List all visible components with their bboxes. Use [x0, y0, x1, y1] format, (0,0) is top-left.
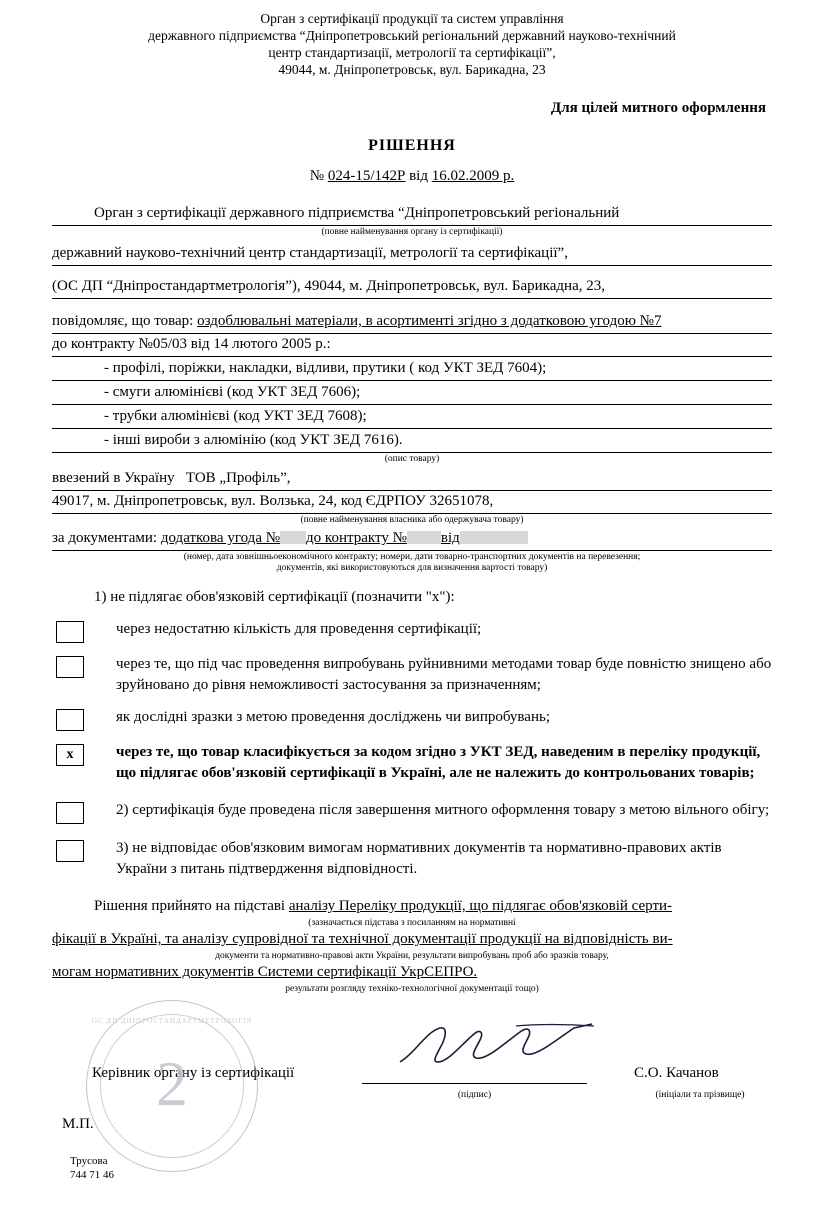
round-stamp — [86, 1000, 258, 1172]
footer-name: Трусова — [70, 1155, 108, 1167]
org-block-3 — [52, 276, 772, 299]
document-date: 16.02.2009 р. — [431, 168, 515, 184]
document-title: РІШЕННЯ — [368, 137, 456, 154]
date-prefix: від — [409, 168, 428, 184]
product-list — [52, 357, 772, 465]
footer-phone: 744 71 46 — [70, 1169, 114, 1181]
importer-value: ТОВ „Профіль”, — [185, 470, 291, 486]
decision-basis-block — [52, 896, 772, 995]
product-item: - профілі, поріжки, накладки, відливи, прутики ( код УКТ ЗЕД 7604); — [52, 357, 772, 381]
owner-caption: (повне найменування власника або одержувача товару) — [300, 515, 524, 525]
option-label: через те, що під час проведення випробувань руйнивними методами товар буде повністю знищено або зруйновано до рівня неможливості застосування за призначенням; — [116, 656, 772, 693]
decision-line-3 — [52, 962, 772, 983]
clause-1-label: 1) не підлягає обов'язковій сертифікації (позначити "х"): — [94, 589, 455, 605]
decision-caption-1: (зазначається підстава з посиланням на нормативні — [308, 918, 516, 928]
decision-prefix: Рішення прийнято на підставі — [94, 898, 286, 914]
documents-caption-1: (номер, дата зовнішньоекономічного контракту; номери, дати товарно-транспортних документів на перевезення; — [183, 552, 641, 562]
decision-caption-3: результати розгляду техніко-технологічної документації тощо) — [285, 984, 539, 994]
decision-value-3: могам нормативних документів Системи сертифікації УкрСЕПРО. — [52, 964, 478, 980]
importer-prefix: ввезений в Україну — [52, 470, 175, 486]
option-label: через те, що товар класифікується за кодом згідно з УКТ ЗЕД, наведеним в переліку продукції, що підлягає обов'язковій сертифікації в Україні, але не належить до контрольованих товарів; — [116, 744, 761, 781]
header-line-3: центр стандартизації, метрології та сертифікації”, — [268, 45, 556, 60]
documents-caption-2: документів, які використовуються для визначення вартості товару) — [276, 563, 548, 573]
checkbox-certification-after-clearance[interactable] — [56, 802, 84, 824]
checkbox-destructive-testing[interactable] — [56, 656, 84, 678]
option-row[interactable] — [52, 619, 772, 643]
footer-contact — [70, 1154, 114, 1182]
option-row[interactable] — [52, 654, 772, 696]
header-line-2: державного підприємства “Дніпропетровський регіональний державний науково-технічний — [148, 28, 676, 43]
signatory-name-caption: (ініціали та прізвище) — [655, 1090, 745, 1100]
signature-line — [362, 1083, 587, 1084]
product-item: - трубки алюмінієві (код УКТ ЗЕД 7608); — [52, 405, 772, 429]
option-label: 2) сертифікація буде проведена після завершення митного оформлення товару з метою вільного обігу; — [116, 802, 770, 818]
handwritten-signature-icon — [396, 1022, 596, 1070]
documents-value-2: до контракту № — [306, 530, 407, 546]
documents-prefix: за документами: — [52, 530, 158, 546]
option-row[interactable] — [52, 838, 772, 880]
redaction-block — [460, 531, 528, 544]
org-line-2: державний науково-технічний центр стандартизації, метрології та сертифікації”, — [52, 243, 772, 266]
notify-line-2: до контракту №05/03 від 14 лютого 2005 р.: — [52, 334, 772, 357]
option-row[interactable] — [52, 707, 772, 731]
signatory-name: С.О. Качанов — [634, 1065, 719, 1081]
owner-line: 49017, м. Дніпропетровськ, вул. Волзька, 24, код ЄДРПОУ 32651078, — [52, 491, 772, 514]
documents-value-3: від — [440, 530, 460, 546]
decision-line-2 — [52, 929, 772, 950]
signature-caption: (підпис) — [457, 1090, 492, 1100]
redaction-block — [407, 531, 441, 544]
decision-value-2: фікації в Україні, та аналізу супровідної та технічної документації продукції на відповідність ви- — [52, 931, 673, 947]
decision-value-1: аналізу Переліку продукції, що підлягає обов'язковій серти- — [288, 898, 673, 914]
org-caption-1: (повне найменування органу із сертифікації) — [321, 227, 503, 237]
product-list-caption: (опис товару) — [384, 454, 440, 464]
checkbox-ukt-zed-code[interactable]: х — [56, 744, 84, 766]
product-item: - інші вироби з алюмінію (код УКТ ЗЕД 7616). — [52, 429, 772, 453]
product-item: - смуги алюмінієві (код УКТ ЗЕД 7606); — [52, 381, 772, 405]
checkbox-insufficient-quantity[interactable] — [56, 621, 84, 643]
org-line-1: Орган з сертифікації державного підприємства “Дніпропетровський регіональний — [52, 203, 772, 226]
checkbox-non-compliance[interactable] — [56, 840, 84, 862]
documents-value-1: додаткова угода № — [160, 530, 281, 546]
signatory-role: Керівник органу із сертифікації — [92, 1065, 295, 1081]
notify-block — [52, 311, 772, 357]
document-number-line — [0, 168, 824, 185]
importer-block — [52, 468, 772, 526]
header-line-4: 49044, м. Дніпропетровськ, вул. Барикадна, 23 — [278, 62, 546, 77]
option-label: як дослідні зразки з метою проведення досліджень чи випробувань; — [116, 709, 551, 725]
mp-label: М.П. — [62, 1116, 94, 1132]
documents-block — [52, 528, 772, 574]
number-prefix: № — [309, 168, 325, 184]
checkbox-research-samples[interactable] — [56, 709, 84, 731]
decision-line-1 — [52, 896, 772, 917]
org-line-3: (ОС ДП “Дніпростандартметрологія”), 49044, м. Дніпропетровськ, вул. Барикадна, 23, — [52, 276, 772, 299]
options-list — [52, 619, 772, 880]
documents-line — [52, 528, 772, 551]
org-block-2 — [52, 243, 772, 266]
org-block-1 — [52, 203, 772, 238]
importer-line — [52, 468, 772, 491]
decision-caption-2: документи та нормативно-правові акти України, результати випробувань проб або зразків товару, — [215, 951, 609, 961]
redaction-block — [280, 531, 306, 544]
option-label: через недостатню кількість для проведення сертифікації; — [116, 621, 482, 637]
stamp-top-text: ОС ДП ДНІПРОСТАНДАРТМЕТРОЛОГІЯ — [91, 1017, 253, 1025]
notify-prefix: повідомляє, що товар: — [52, 313, 194, 329]
notify-line-1 — [52, 311, 772, 334]
document-header — [0, 0, 824, 78]
notify-value: оздоблювальні матеріали, в асортименті згідно з додатковою угодою №7 — [197, 313, 662, 329]
option-row[interactable] — [52, 800, 772, 824]
option-label: 3) не відповідає обов'язковим вимогам нормативних документів та нормативно-правових актів України з питань підтвердження відповідності. — [116, 840, 722, 877]
stamp-number: 2 — [156, 1048, 188, 1119]
document-body — [0, 203, 824, 1145]
document-number: 024-15/142Р — [327, 168, 406, 184]
customs-purpose-label: Для цілей митного оформлення — [550, 100, 766, 116]
option-row[interactable] — [52, 742, 772, 784]
header-line-1: Орган з сертифікації продукції та систем управління — [260, 11, 564, 26]
